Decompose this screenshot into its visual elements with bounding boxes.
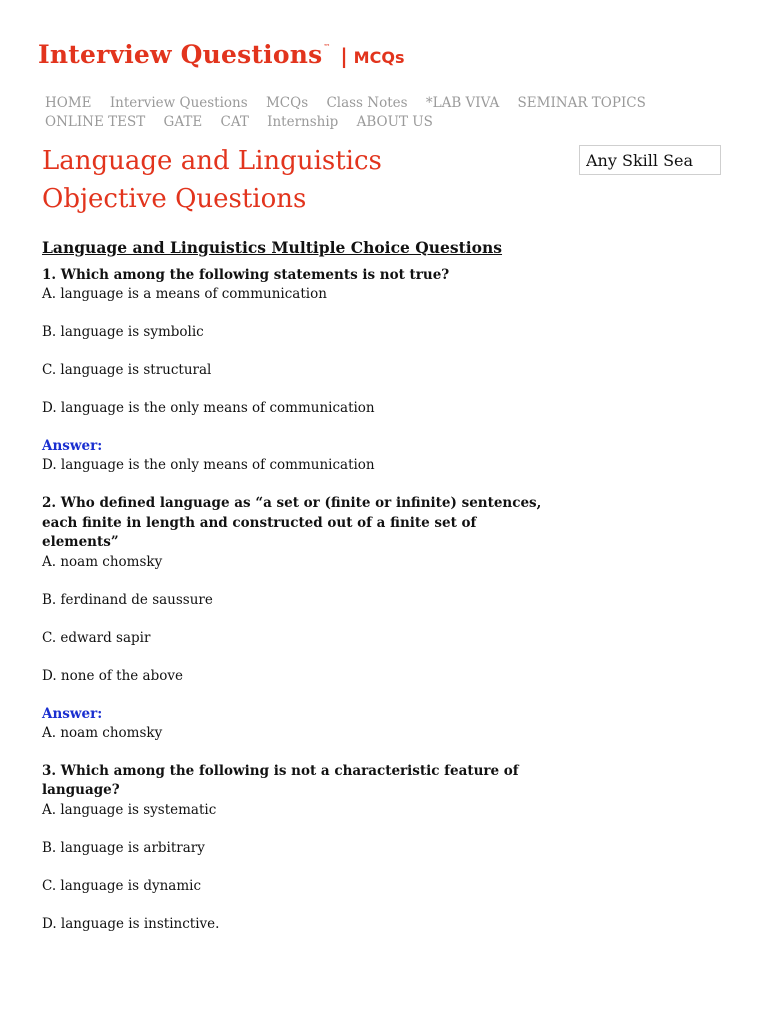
page-title xyxy=(42,142,482,218)
option-c: C. language is structural xyxy=(42,362,212,378)
question-text: 2. Who defined language as “a set or (finite or infinite) sentences, each finite in length and constructed out of a finite set of elements” xyxy=(42,495,542,550)
option-d: D. language is the only means of communication xyxy=(42,400,375,416)
question-text: 3. Which among the following is not a characteristic feature of language? xyxy=(42,762,519,798)
nav-link-mcqs[interactable]: MCQs xyxy=(265,95,309,111)
nav-link-home[interactable]: HOME xyxy=(45,95,92,111)
option-d: D. none of the above xyxy=(42,667,183,684)
logo-trademark: ™ xyxy=(323,43,331,51)
option-b: B. ferdinand de saussure xyxy=(42,591,213,608)
page-title-line-2: Objective Questions xyxy=(42,184,307,214)
nav-link-class-notes[interactable]: Class Notes xyxy=(326,95,408,111)
main-nav xyxy=(45,94,705,132)
logo-text: Interview Questions xyxy=(38,40,323,69)
nav-row-1 xyxy=(45,94,705,113)
nav-link-about-us[interactable]: ABOUT US xyxy=(356,114,433,130)
logo-separator: | xyxy=(340,44,348,68)
question-block-3 xyxy=(42,762,542,934)
site-logo[interactable] xyxy=(38,40,404,74)
option-a: A. language is systematic xyxy=(42,801,217,818)
nav-link-online-test[interactable]: ONLINE TEST xyxy=(45,114,146,130)
section-heading: Language and Linguistics Multiple Choice Questions xyxy=(42,238,503,257)
article-content xyxy=(42,236,542,953)
answer-text: D. language is the only means of communication xyxy=(42,457,375,473)
option-b: B. language is symbolic xyxy=(42,324,204,340)
nav-link-cat[interactable]: CAT xyxy=(220,114,249,130)
nav-link-interview-questions[interactable]: Interview Questions xyxy=(109,95,248,111)
skill-search-input[interactable] xyxy=(579,145,721,175)
option-a: A. language is a means of communication xyxy=(42,286,327,302)
nav-link-lab-viva[interactable]: *LAB VIVA xyxy=(425,95,500,111)
nav-link-seminar-topics[interactable]: SEMINAR TOPICS xyxy=(517,95,646,111)
option-b: B. language is arbitrary xyxy=(42,839,205,856)
option-c: C. edward sapir xyxy=(42,629,151,646)
nav-row-2 xyxy=(45,113,705,132)
question-text: 1. Which among the following statements is not true? xyxy=(42,266,450,283)
answer-label: Answer: xyxy=(42,705,103,722)
nav-link-internship[interactable]: Internship xyxy=(267,114,339,130)
option-c: C. language is dynamic xyxy=(42,877,202,894)
nav-link-gate[interactable]: GATE xyxy=(163,114,203,130)
option-a: A. noam chomsky xyxy=(42,553,163,570)
answer-label: Answer: xyxy=(42,438,103,454)
option-d: D. language is instinctive. xyxy=(42,915,220,932)
question-block-1 xyxy=(42,266,542,476)
page-title-line-1: Language and Linguistics xyxy=(42,146,382,176)
logo-subtitle: MCQs xyxy=(353,48,405,67)
question-block-2 xyxy=(42,494,542,743)
answer-text: A. noam chomsky xyxy=(42,724,163,741)
